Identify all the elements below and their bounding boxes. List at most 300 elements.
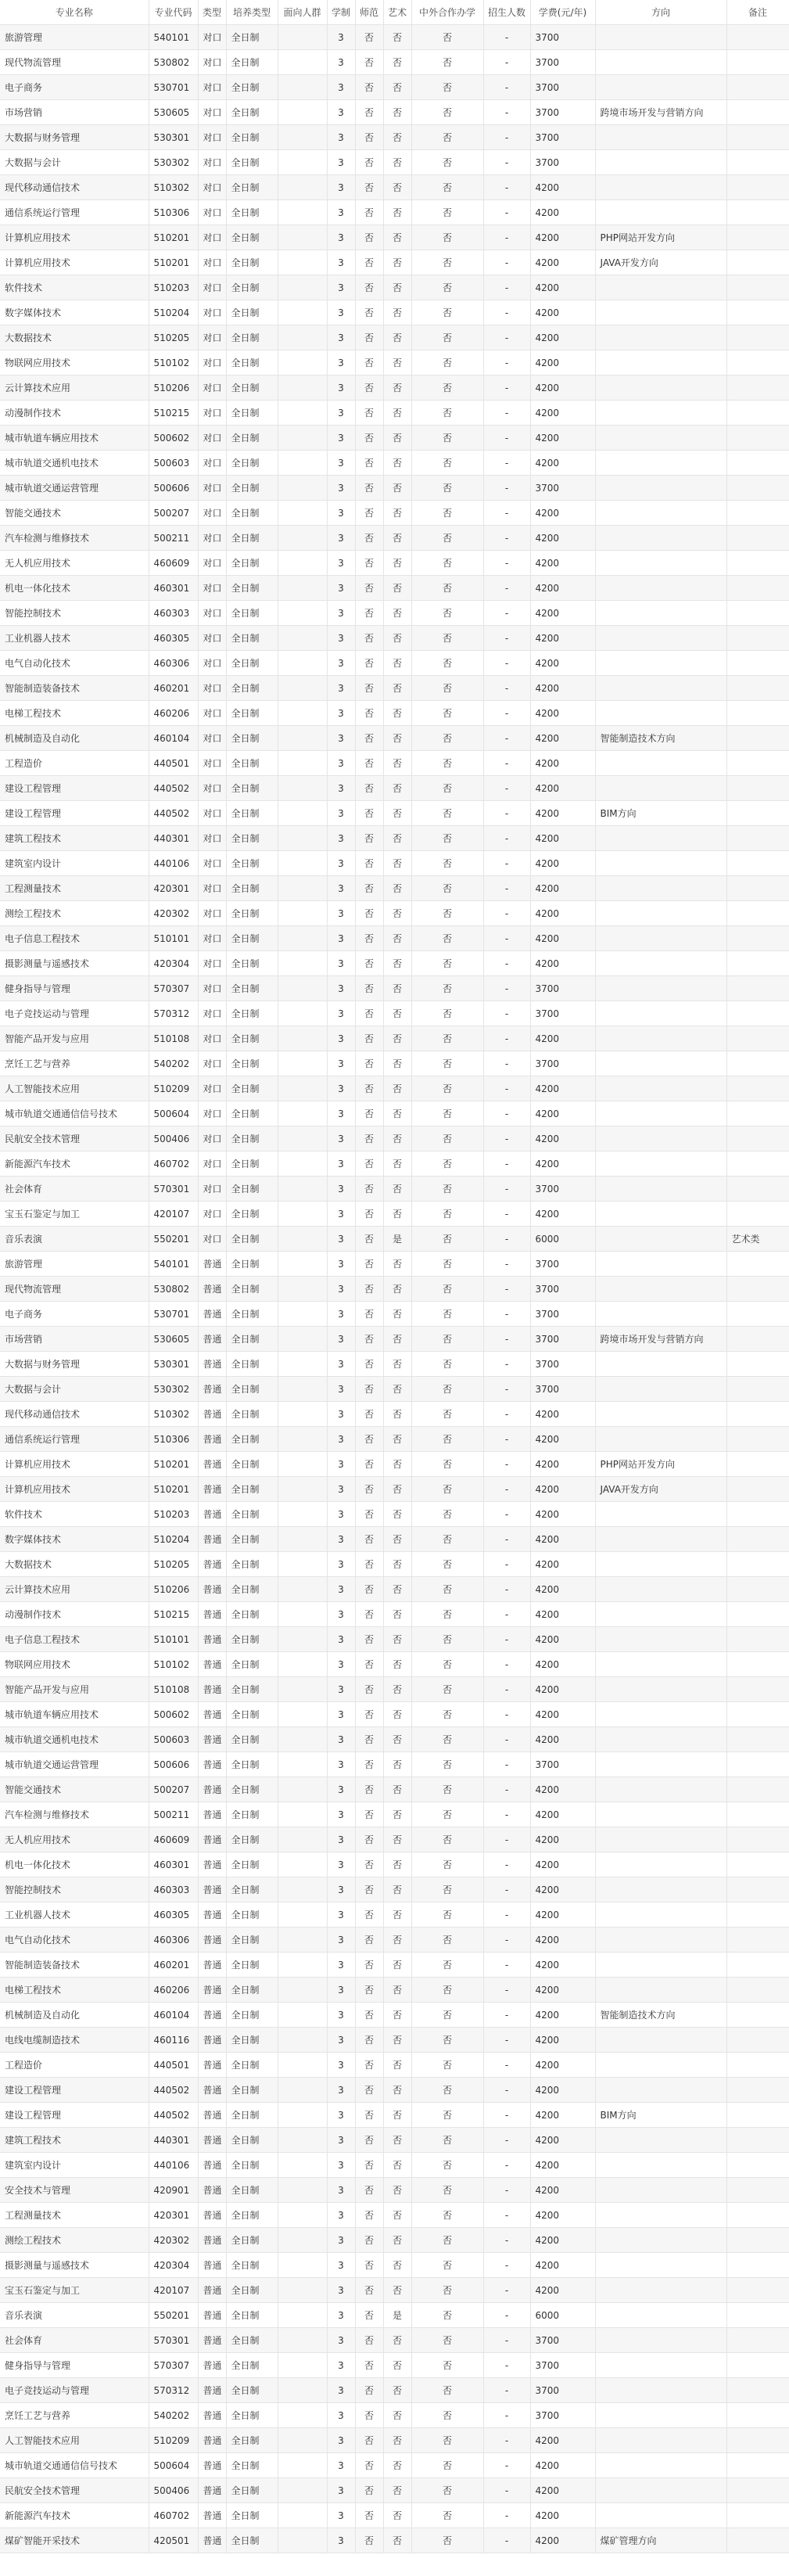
direction-cell (595, 75, 726, 100)
normal-school-cell: 否 (355, 2128, 383, 2153)
enrollment-cell: - (483, 1327, 530, 1352)
major-code-cell: 510204 (149, 1527, 198, 1552)
enrollment-cell: - (483, 801, 530, 826)
tuition-cell: 4200 (530, 1577, 595, 1602)
training-type-cell: 全日制 (226, 1677, 278, 1702)
table-row (0, 601, 789, 626)
type-cell: 普通 (198, 2403, 226, 2428)
major-name-cell: 健身指导与管理 (0, 2353, 149, 2378)
art-cell: 否 (383, 401, 411, 426)
table-body (0, 25, 789, 2553)
major-name-cell: 大数据与会计 (0, 1377, 149, 1402)
art-cell: 否 (383, 1677, 411, 1702)
duration-cell: 3 (327, 1627, 355, 1652)
normal-school-cell: 否 (355, 1327, 383, 1352)
art-cell: 否 (383, 976, 411, 1001)
normal-school-cell: 否 (355, 926, 383, 951)
tuition-cell: 3700 (530, 25, 595, 50)
remark-cell (726, 350, 789, 375)
major-name-cell: 云计算技术应用 (0, 1577, 149, 1602)
tuition-cell: 4200 (530, 801, 595, 826)
duration-cell: 3 (327, 676, 355, 701)
duration-cell: 3 (327, 1352, 355, 1377)
major-name-cell: 现代物流管理 (0, 1277, 149, 1302)
remark-cell (726, 375, 789, 401)
target-group-cell (278, 100, 327, 125)
major-code-cell: 510306 (149, 1427, 198, 1452)
direction-cell (595, 1377, 726, 1402)
enrollment-cell: - (483, 75, 530, 100)
column-header: 类型 (198, 0, 226, 25)
remark-cell (726, 1577, 789, 1602)
art-cell: 否 (383, 2453, 411, 2478)
art-cell: 否 (383, 576, 411, 601)
type-cell: 普通 (198, 2228, 226, 2253)
major-name-cell: 工业机器人技术 (0, 1902, 149, 1928)
normal-school-cell: 否 (355, 1302, 383, 1327)
major-name-cell: 云计算技术应用 (0, 375, 149, 401)
major-code-cell: 570312 (149, 1001, 198, 1026)
major-code-cell: 460116 (149, 2028, 198, 2053)
direction-cell (595, 200, 726, 225)
enrollment-cell: - (483, 300, 530, 325)
type-cell: 普通 (198, 1252, 226, 1277)
table-row (0, 1577, 789, 1602)
table-row (0, 1677, 789, 1702)
remark-cell (726, 2053, 789, 2078)
enrollment-cell: - (483, 375, 530, 401)
joint-program-cell: 否 (411, 976, 483, 1001)
target-group-cell (278, 1377, 327, 1402)
type-cell: 普通 (198, 2528, 226, 2553)
duration-cell: 3 (327, 1151, 355, 1177)
joint-program-cell: 否 (411, 551, 483, 576)
major-code-cell: 500606 (149, 476, 198, 501)
type-cell: 普通 (198, 1677, 226, 1702)
remark-cell (726, 926, 789, 951)
art-cell: 否 (383, 100, 411, 125)
normal-school-cell: 否 (355, 2103, 383, 2128)
duration-cell: 3 (327, 501, 355, 526)
target-group-cell (278, 1727, 327, 1752)
target-group-cell (278, 776, 327, 801)
remark-cell (726, 1978, 789, 2003)
major-code-cell: 510205 (149, 1552, 198, 1577)
type-cell: 对口 (198, 801, 226, 826)
enrollment-cell: - (483, 2453, 530, 2478)
joint-program-cell: 否 (411, 2503, 483, 2528)
duration-cell: 3 (327, 1177, 355, 1202)
major-code-cell: 550201 (149, 1227, 198, 1252)
major-code-cell: 420901 (149, 2178, 198, 2203)
enrollment-cell: - (483, 526, 530, 551)
remark-cell (726, 2353, 789, 2378)
direction-cell (595, 2378, 726, 2403)
enrollment-cell: - (483, 826, 530, 851)
major-name-cell: 通信系统运行管理 (0, 1427, 149, 1452)
tuition-cell: 4200 (530, 1402, 595, 1427)
table-row (0, 1227, 789, 1252)
joint-program-cell: 否 (411, 2128, 483, 2153)
target-group-cell (278, 1978, 327, 2003)
art-cell: 否 (383, 2028, 411, 2053)
duration-cell: 3 (327, 1001, 355, 1026)
training-type-cell: 全日制 (226, 1978, 278, 2003)
art-cell: 否 (383, 601, 411, 626)
remark-cell (726, 726, 789, 751)
target-group-cell (278, 901, 327, 926)
target-group-cell (278, 1827, 327, 1852)
direction-cell (595, 676, 726, 701)
joint-program-cell: 否 (411, 1277, 483, 1302)
remark-cell (726, 2003, 789, 2028)
enrollment-cell: - (483, 726, 530, 751)
target-group-cell (278, 350, 327, 375)
normal-school-cell: 否 (355, 1577, 383, 1602)
joint-program-cell: 否 (411, 701, 483, 726)
tuition-cell: 3700 (530, 75, 595, 100)
direction-cell (595, 1352, 726, 1377)
training-type-cell: 全日制 (226, 1702, 278, 1727)
tuition-cell: 4200 (530, 851, 595, 876)
training-type-cell: 全日制 (226, 2178, 278, 2203)
major-name-cell: 计算机应用技术 (0, 1452, 149, 1477)
table-row (0, 250, 789, 275)
training-type-cell: 全日制 (226, 2453, 278, 2478)
art-cell: 否 (383, 1827, 411, 1852)
remark-cell (726, 701, 789, 726)
target-group-cell (278, 1126, 327, 1151)
direction-cell (595, 901, 726, 926)
joint-program-cell: 否 (411, 1051, 483, 1076)
tuition-cell: 3700 (530, 2403, 595, 2428)
target-group-cell (278, 1252, 327, 1277)
normal-school-cell: 否 (355, 1827, 383, 1852)
tuition-cell: 4200 (530, 401, 595, 426)
type-cell: 对口 (198, 300, 226, 325)
joint-program-cell: 否 (411, 325, 483, 350)
direction-cell (595, 1702, 726, 1727)
duration-cell: 3 (327, 1076, 355, 1101)
major-name-cell: 人工智能技术应用 (0, 1076, 149, 1101)
tuition-cell: 4200 (530, 2228, 595, 2253)
art-cell: 否 (383, 75, 411, 100)
type-cell: 对口 (198, 200, 226, 225)
major-code-cell: 540202 (149, 2403, 198, 2428)
duration-cell: 3 (327, 751, 355, 776)
duration-cell: 3 (327, 1101, 355, 1126)
major-code-cell: 420302 (149, 2228, 198, 2253)
normal-school-cell: 否 (355, 1552, 383, 1577)
major-name-cell: 机械制造及自动化 (0, 2003, 149, 2028)
training-type-cell: 全日制 (226, 1577, 278, 1602)
joint-program-cell: 否 (411, 1802, 483, 1827)
major-name-cell: 电气自动化技术 (0, 651, 149, 676)
table-row (0, 851, 789, 876)
enrollment-cell: - (483, 1026, 530, 1051)
enrollment-cell: - (483, 1752, 530, 1777)
training-type-cell: 全日制 (226, 1227, 278, 1252)
normal-school-cell: 否 (355, 826, 383, 851)
major-code-cell: 460303 (149, 1877, 198, 1902)
tuition-cell: 4200 (530, 1827, 595, 1852)
enrollment-cell: - (483, 2028, 530, 2053)
direction-cell (595, 876, 726, 901)
major-name-cell: 智能控制技术 (0, 1877, 149, 1902)
table-row (0, 1327, 789, 1352)
enrollment-cell: - (483, 275, 530, 300)
direction-cell (595, 325, 726, 350)
normal-school-cell: 否 (355, 300, 383, 325)
remark-cell (726, 75, 789, 100)
normal-school-cell: 否 (355, 2253, 383, 2278)
target-group-cell (278, 2003, 327, 2028)
enrollment-cell: - (483, 926, 530, 951)
major-name-cell: 建筑室内设计 (0, 2153, 149, 2178)
tuition-cell: 4200 (530, 1076, 595, 1101)
direction-cell (595, 2228, 726, 2253)
normal-school-cell: 否 (355, 375, 383, 401)
table-row (0, 1527, 789, 1552)
duration-cell: 3 (327, 2428, 355, 2453)
enrollment-cell: - (483, 50, 530, 75)
remark-cell (726, 1902, 789, 1928)
direction-cell (595, 2503, 726, 2528)
duration-cell: 3 (327, 2378, 355, 2403)
major-name-cell: 现代物流管理 (0, 50, 149, 75)
training-type-cell: 全日制 (226, 1902, 278, 1928)
duration-cell: 3 (327, 1902, 355, 1928)
enrollment-cell: - (483, 1978, 530, 2003)
target-group-cell (278, 1302, 327, 1327)
training-type-cell: 全日制 (226, 576, 278, 601)
art-cell: 否 (383, 776, 411, 801)
art-cell: 否 (383, 526, 411, 551)
art-cell: 否 (383, 501, 411, 526)
direction-cell (595, 1877, 726, 1902)
target-group-cell (278, 1552, 327, 1577)
tuition-cell: 4200 (530, 626, 595, 651)
normal-school-cell: 否 (355, 951, 383, 976)
training-type-cell: 全日制 (226, 2503, 278, 2528)
art-cell: 否 (383, 1477, 411, 1502)
duration-cell: 3 (327, 150, 355, 175)
art-cell: 否 (383, 951, 411, 976)
training-type-cell: 全日制 (226, 1552, 278, 1577)
joint-program-cell: 否 (411, 2203, 483, 2228)
type-cell: 对口 (198, 901, 226, 926)
normal-school-cell: 否 (355, 2203, 383, 2228)
remark-cell (726, 2303, 789, 2328)
enrollment-cell: - (483, 601, 530, 626)
major-code-cell: 510302 (149, 175, 198, 200)
tuition-cell: 4200 (530, 1602, 595, 1627)
remark-cell (726, 1302, 789, 1327)
target-group-cell (278, 2353, 327, 2378)
art-cell: 否 (383, 2278, 411, 2303)
major-code-cell: 440106 (149, 851, 198, 876)
major-code-cell: 570307 (149, 2353, 198, 2378)
duration-cell: 3 (327, 2353, 355, 2378)
tuition-cell: 3700 (530, 1051, 595, 1076)
duration-cell: 3 (327, 2403, 355, 2428)
table-row (0, 175, 789, 200)
direction-cell: 智能制造技术方向 (595, 2003, 726, 2028)
normal-school-cell: 否 (355, 1527, 383, 1552)
training-type-cell: 全日制 (226, 1302, 278, 1327)
art-cell: 否 (383, 926, 411, 951)
table-row (0, 1877, 789, 1902)
major-code-cell: 500207 (149, 1777, 198, 1802)
direction-cell (595, 1527, 726, 1552)
tuition-cell: 3700 (530, 50, 595, 75)
normal-school-cell: 否 (355, 1151, 383, 1177)
target-group-cell (278, 2103, 327, 2128)
tuition-cell: 4200 (530, 1978, 595, 2003)
duration-cell: 3 (327, 2328, 355, 2353)
joint-program-cell: 否 (411, 426, 483, 451)
duration-cell: 3 (327, 225, 355, 250)
duration-cell: 3 (327, 2028, 355, 2053)
training-type-cell: 全日制 (226, 1452, 278, 1477)
major-name-cell: 软件技术 (0, 275, 149, 300)
target-group-cell (278, 1452, 327, 1477)
duration-cell: 3 (327, 100, 355, 125)
duration-cell: 3 (327, 2078, 355, 2103)
direction-cell (595, 751, 726, 776)
direction-cell (595, 926, 726, 951)
training-type-cell: 全日制 (226, 2228, 278, 2253)
art-cell: 否 (383, 551, 411, 576)
major-name-cell: 城市轨道交通通信信号技术 (0, 1101, 149, 1126)
joint-program-cell: 否 (411, 951, 483, 976)
tuition-cell: 4200 (530, 551, 595, 576)
tuition-cell: 3700 (530, 100, 595, 125)
tuition-cell: 4200 (530, 1452, 595, 1477)
direction-cell (595, 25, 726, 50)
table-row (0, 651, 789, 676)
training-type-cell: 全日制 (226, 2153, 278, 2178)
normal-school-cell: 否 (355, 726, 383, 751)
art-cell: 否 (383, 876, 411, 901)
tuition-cell: 3700 (530, 1302, 595, 1327)
enrollment-cell: - (483, 876, 530, 901)
major-code-cell: 540101 (149, 25, 198, 50)
table-row (0, 1902, 789, 1928)
table-row (0, 1652, 789, 1677)
table-row (0, 426, 789, 451)
type-cell: 普通 (198, 2078, 226, 2103)
art-cell: 否 (383, 325, 411, 350)
duration-cell: 3 (327, 325, 355, 350)
art-cell: 否 (383, 2403, 411, 2428)
tuition-cell: 4200 (530, 926, 595, 951)
art-cell: 否 (383, 1001, 411, 1026)
target-group-cell (278, 426, 327, 451)
type-cell: 对口 (198, 776, 226, 801)
major-code-cell: 510203 (149, 1502, 198, 1527)
normal-school-cell: 否 (355, 1427, 383, 1452)
major-code-cell: 530802 (149, 1277, 198, 1302)
remark-cell (726, 576, 789, 601)
table-row (0, 1852, 789, 1877)
type-cell: 普通 (198, 1502, 226, 1527)
direction-cell (595, 426, 726, 451)
major-name-cell: 旅游管理 (0, 1252, 149, 1277)
table-row (0, 2453, 789, 2478)
major-code-cell: 540202 (149, 1051, 198, 1076)
direction-cell (595, 2453, 726, 2478)
duration-cell: 3 (327, 1702, 355, 1727)
type-cell: 普通 (198, 2203, 226, 2228)
table-row (0, 1802, 789, 1827)
major-code-cell: 570307 (149, 976, 198, 1001)
art-cell: 否 (383, 2378, 411, 2403)
major-code-cell: 510302 (149, 1402, 198, 1427)
direction-cell (595, 1402, 726, 1427)
type-cell: 对口 (198, 125, 226, 150)
major-name-cell: 建设工程管理 (0, 776, 149, 801)
normal-school-cell: 否 (355, 576, 383, 601)
remark-cell (726, 1076, 789, 1101)
enrollment-cell: - (483, 2478, 530, 2503)
direction-cell (595, 1677, 726, 1702)
art-cell: 否 (383, 1702, 411, 1727)
direction-cell (595, 1302, 726, 1327)
joint-program-cell: 否 (411, 250, 483, 275)
major-name-cell: 安全技术与管理 (0, 2178, 149, 2203)
training-type-cell: 全日制 (226, 2303, 278, 2328)
target-group-cell (278, 2203, 327, 2228)
art-cell: 否 (383, 1852, 411, 1877)
joint-program-cell: 否 (411, 1502, 483, 1527)
art-cell: 否 (383, 1126, 411, 1151)
table-row (0, 375, 789, 401)
target-group-cell (278, 976, 327, 1001)
major-name-cell: 建设工程管理 (0, 801, 149, 826)
training-type-cell: 全日制 (226, 325, 278, 350)
type-cell: 对口 (198, 826, 226, 851)
art-cell: 否 (383, 1953, 411, 1978)
major-name-cell: 物联网应用技术 (0, 350, 149, 375)
training-type-cell: 全日制 (226, 426, 278, 451)
tuition-cell: 4200 (530, 2278, 595, 2303)
type-cell: 普通 (198, 1777, 226, 1802)
remark-cell (726, 2378, 789, 2403)
type-cell: 对口 (198, 1076, 226, 1101)
table-row (0, 951, 789, 976)
training-type-cell: 全日制 (226, 300, 278, 325)
table-row (0, 2278, 789, 2303)
type-cell: 普通 (198, 2028, 226, 2053)
table-row (0, 1953, 789, 1978)
normal-school-cell: 否 (355, 1802, 383, 1827)
table-row (0, 2328, 789, 2353)
target-group-cell (278, 1677, 327, 1702)
major-code-cell: 530302 (149, 1377, 198, 1402)
table-row (0, 626, 789, 651)
direction-cell (595, 2403, 726, 2428)
normal-school-cell: 否 (355, 25, 383, 50)
tuition-cell: 4200 (530, 2028, 595, 2053)
target-group-cell (278, 325, 327, 350)
remark-cell (726, 626, 789, 651)
tuition-cell: 3700 (530, 1377, 595, 1402)
remark-cell (726, 1602, 789, 1627)
major-name-cell: 社会体育 (0, 2328, 149, 2353)
training-type-cell: 全日制 (226, 200, 278, 225)
table-row (0, 1552, 789, 1577)
